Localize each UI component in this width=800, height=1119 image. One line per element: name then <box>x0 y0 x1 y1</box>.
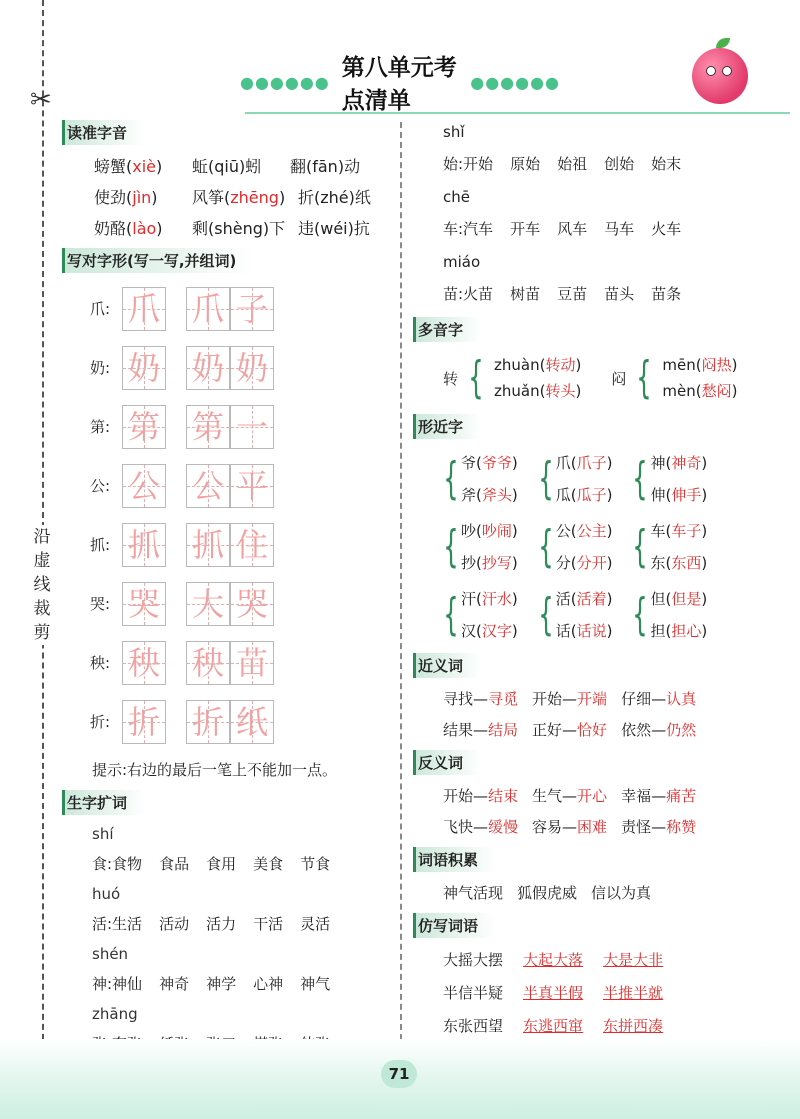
scissors-icon: ✂ <box>30 85 52 115</box>
section-heading-synonym: 近义词 <box>413 653 481 678</box>
answer-text: 转头 <box>545 382 576 400</box>
trace-box: 哭 <box>230 582 274 626</box>
answer-text: 开心 <box>577 787 608 805</box>
antonym-pair: 飞快—缓慢 <box>443 818 519 836</box>
expand-word: 始:开始 <box>443 155 494 173</box>
answer-text: lào <box>132 219 157 238</box>
accum-word: 信以为真 <box>591 884 652 902</box>
brace-icon: { <box>468 352 484 403</box>
similar-group <box>536 447 613 511</box>
read-row <box>62 182 382 213</box>
brace-icon: { <box>443 521 459 572</box>
similar-group <box>441 515 518 579</box>
poly-line: mēn(闷热) <box>662 356 738 374</box>
brace-icon: { <box>636 352 653 403</box>
poly-char: 转 <box>443 369 459 388</box>
similar-line: 话(话说) <box>555 622 613 640</box>
answer-text: 爪子 <box>576 454 607 472</box>
write-row <box>90 456 382 515</box>
synonym-row <box>413 684 793 715</box>
similar-pair <box>461 583 518 647</box>
expand-word: 始祖 <box>557 155 588 173</box>
antonym-pair: 生气—开心 <box>532 787 608 805</box>
expand-word: 食用 <box>206 855 237 873</box>
poly-line: mèn(愁闷) <box>662 382 738 400</box>
write-label: 哭: <box>90 595 111 613</box>
expand-pinyin: miáo <box>443 253 481 271</box>
answer-text: 爷爷 <box>481 454 512 472</box>
answer-text: 但是 <box>671 590 702 608</box>
antonym-rows <box>413 781 793 843</box>
expand-word: 神:神仙 <box>92 975 143 993</box>
similar-line: 吵(吵闹) <box>461 522 518 540</box>
write-label: 奶: <box>90 359 111 377</box>
trace-box: 哭 <box>122 582 166 626</box>
brace-icon: { <box>538 521 554 572</box>
similar-line: 神(神奇) <box>650 454 708 472</box>
similar-row <box>441 515 793 579</box>
read-item: 使劲(jìn) <box>94 188 158 207</box>
synonym-rows <box>413 684 793 746</box>
read-item: 折(zhé)纸 <box>298 188 371 207</box>
read-rows <box>62 151 382 244</box>
read-item: 剩(shèng)下 <box>192 219 286 238</box>
imitate-example: 大摇大摆 <box>443 951 504 969</box>
similar-rows <box>413 447 793 647</box>
expand-pinyin: chē <box>443 188 470 206</box>
section-heading-poly: 多音字 <box>413 317 481 342</box>
write-tip: 提示:右边的最后一笔上不能加一点。 <box>92 761 338 779</box>
trace-box: 秧 <box>186 641 230 685</box>
answer-text: 闷热 <box>701 356 732 374</box>
synonym-pair: 仔细—认真 <box>621 690 697 708</box>
imitate-answer: 半真半假 <box>523 984 584 1002</box>
read-item: 蚯(qiū)蚓 <box>192 157 262 176</box>
expand-words <box>62 848 382 881</box>
expand-word: 原始 <box>510 155 541 173</box>
imitate-answer: 东拼西凑 <box>603 1017 664 1035</box>
trace-box: 苗 <box>230 641 274 685</box>
expand-pinyin: zhāng <box>92 1005 138 1023</box>
left-column <box>62 118 382 1061</box>
answer-text: 车子 <box>671 522 702 540</box>
similar-line: 抄(抄写) <box>461 554 518 572</box>
trace-box: 折 <box>186 700 230 744</box>
similar-group <box>536 583 613 647</box>
similar-pair <box>650 447 707 511</box>
expand-words <box>62 908 382 941</box>
right-column <box>413 118 793 1076</box>
expand-word: 风车 <box>557 220 588 238</box>
read-row <box>62 151 382 182</box>
expand-words <box>413 211 793 248</box>
accum-row <box>413 878 793 909</box>
answer-text: 担心 <box>671 622 702 640</box>
brace-icon: { <box>443 453 459 504</box>
read-item: 翻(fān)动 <box>290 157 361 176</box>
answer-text: 困难 <box>577 818 608 836</box>
synonym-pair: 开始—开端 <box>532 690 608 708</box>
read-item: 奶酪(lào) <box>94 219 163 238</box>
section-heading-write: 写对字形(写一写,并组词) <box>62 248 254 273</box>
write-label: 第: <box>90 418 111 436</box>
trace-box: 公 <box>122 464 166 508</box>
similar-group <box>536 515 613 579</box>
page-title: 第八单元考点清单 <box>341 55 457 114</box>
similar-pair <box>650 583 707 647</box>
expand-words <box>62 968 382 1001</box>
similar-line: 担(担心) <box>650 622 708 640</box>
imitate-row <box>413 977 793 1010</box>
synonym-pair: 结果—结局 <box>443 721 519 739</box>
trace-box: 秧 <box>122 641 166 685</box>
expand-word: 神气 <box>300 975 331 993</box>
expand-word: 干活 <box>253 915 284 933</box>
trace-box: 子 <box>230 287 274 331</box>
similar-line: 活(活着) <box>555 590 613 608</box>
title-row <box>240 55 560 114</box>
similar-group <box>441 583 518 647</box>
trace-box: 一 <box>230 405 274 449</box>
expand-word: 树苗 <box>510 285 541 303</box>
answer-text: xiè <box>132 157 157 176</box>
antonym-pair: 开始—结束 <box>443 787 519 805</box>
expand-word: 食:食物 <box>92 855 143 873</box>
expand-word: 节食 <box>300 855 331 873</box>
write-label: 抓: <box>90 536 111 554</box>
answer-text: 分开 <box>576 554 607 572</box>
apple-mascot-icon <box>692 48 748 104</box>
expand-word: 活动 <box>159 915 190 933</box>
expand-word: 苗条 <box>651 285 682 303</box>
expand-word: 心神 <box>253 975 284 993</box>
similar-pair <box>650 515 707 579</box>
poly-item <box>611 352 737 404</box>
title-rule <box>245 112 790 114</box>
expand-word: 创始 <box>604 155 635 173</box>
write-row <box>90 574 382 633</box>
similar-row <box>441 583 793 647</box>
similar-group <box>630 583 707 647</box>
similar-line: 分(分开) <box>555 554 613 572</box>
read-row <box>62 213 382 244</box>
similar-line: 车(车子) <box>650 522 708 540</box>
trace-box: 抓 <box>122 523 166 567</box>
column-divider <box>400 122 402 1040</box>
answer-text: 愁闷 <box>701 382 732 400</box>
answer-text: zhēng <box>230 188 279 207</box>
antonym-row <box>413 812 793 843</box>
answer-text: 结局 <box>488 721 519 739</box>
expand-word: 神学 <box>206 975 237 993</box>
imitate-answer: 大是大非 <box>603 951 664 969</box>
section-heading-similar: 形近字 <box>413 414 481 439</box>
section-heading-accum: 词语积累 <box>413 847 496 872</box>
similar-pair <box>461 447 518 511</box>
answer-text: 东西 <box>671 554 702 572</box>
title-dots-left: ●●●●●● <box>240 72 330 92</box>
answer-text: 恰好 <box>577 721 608 739</box>
trace-box: 折 <box>122 700 166 744</box>
answer-text: 话说 <box>576 622 607 640</box>
similar-line: 瓜(瓜子) <box>555 486 613 504</box>
expand-word: 灵活 <box>300 915 331 933</box>
expand-word: 活力 <box>206 915 237 933</box>
expand-groups-right <box>413 118 793 313</box>
expand-word: 豆苗 <box>557 285 588 303</box>
page-number: 71 <box>381 1060 417 1088</box>
answer-text: 公主 <box>576 522 607 540</box>
write-label: 折: <box>90 713 111 731</box>
title-dots-right: ●●●●●● <box>470 72 560 92</box>
answer-text: 斧头 <box>481 486 512 504</box>
similar-group <box>630 515 707 579</box>
answer-text: 吵闹 <box>481 522 512 540</box>
similar-line: 伸(伸手) <box>650 486 708 504</box>
trace-box: 抓 <box>186 523 230 567</box>
trace-box: 大 <box>186 582 230 626</box>
write-rows <box>62 279 382 751</box>
eye-icon <box>706 66 716 76</box>
answer-text: 瓜子 <box>576 486 607 504</box>
answer-text: 寻觅 <box>488 690 519 708</box>
trace-box: 第 <box>122 405 166 449</box>
imitate-row <box>413 944 793 977</box>
expand-words <box>413 276 793 313</box>
expand-word: 车:汽车 <box>443 220 494 238</box>
answer-text: 痛苦 <box>666 787 697 805</box>
expand-word: 活:生活 <box>92 915 143 933</box>
expand-words <box>413 146 793 183</box>
section-heading-imitate: 仿写词语 <box>413 913 496 938</box>
trace-box: 第 <box>186 405 230 449</box>
poly-char: 闷 <box>611 369 627 388</box>
similar-line: 爷(爷爷) <box>461 454 518 472</box>
trace-box: 爪 <box>186 287 230 331</box>
accum-word: 神气活现 <box>443 884 504 902</box>
trace-box: 奶 <box>186 346 230 390</box>
read-item: 螃蟹(xiè) <box>94 157 163 176</box>
similar-line: 汉(汉字) <box>461 622 518 640</box>
poly-line: zhuǎn(转头) <box>494 382 582 400</box>
brace-icon: { <box>538 589 554 640</box>
similar-line: 东(东西) <box>650 554 708 572</box>
imitate-example: 半信半疑 <box>443 984 504 1002</box>
brace-icon: { <box>443 589 459 640</box>
answer-text: 称赞 <box>666 818 697 836</box>
similar-pair <box>556 447 613 511</box>
answer-text: 神奇 <box>671 454 702 472</box>
expand-word: 神奇 <box>159 975 190 993</box>
trace-box: 住 <box>230 523 274 567</box>
answer-text: 伸手 <box>671 486 702 504</box>
expand-word: 马车 <box>604 220 635 238</box>
similar-pair <box>556 583 613 647</box>
similar-line: 爪(爪子) <box>555 454 613 472</box>
trace-box: 奶 <box>230 346 274 390</box>
poly-line: zhuàn(转动) <box>494 356 582 374</box>
expand-word: 始末 <box>651 155 682 173</box>
antonym-row <box>413 781 793 812</box>
write-row <box>90 692 382 751</box>
trace-box: 公 <box>186 464 230 508</box>
synonym-pair: 正好—恰好 <box>532 721 608 739</box>
expand-pinyin: shǐ <box>443 123 465 141</box>
answer-text: 转动 <box>545 356 576 374</box>
cut-label: 沿虚线裁剪 <box>30 525 54 645</box>
write-label: 秧: <box>90 654 111 672</box>
write-row <box>90 397 382 456</box>
imitate-answer: 半推半就 <box>603 984 664 1002</box>
antonym-pair: 幸福—痛苦 <box>621 787 697 805</box>
read-item: 风筝(zhēng) <box>192 188 286 207</box>
expand-pinyin: shén <box>92 945 129 963</box>
expand-word: 火车 <box>651 220 682 238</box>
poly-pair <box>662 352 737 404</box>
antonym-pair: 责怪—称赞 <box>621 818 697 836</box>
brace-icon: { <box>632 589 649 640</box>
answer-text: 仍然 <box>666 721 697 739</box>
answer-text: 缓慢 <box>488 818 519 836</box>
similar-line: 但(但是) <box>650 590 708 608</box>
answer-text: 结束 <box>488 787 519 805</box>
similar-pair <box>556 515 613 579</box>
answer-text: 汗水 <box>481 590 512 608</box>
synonym-pair: 寻找—寻觅 <box>443 690 519 708</box>
write-row <box>90 338 382 397</box>
synonym-row <box>413 715 793 746</box>
antonym-pair: 容易—困难 <box>532 818 608 836</box>
expand-word: 食品 <box>159 855 190 873</box>
write-row <box>90 279 382 338</box>
answer-text: 认真 <box>666 690 697 708</box>
write-label: 公: <box>90 477 111 495</box>
expand-word: 苗:火苗 <box>443 285 494 303</box>
answer-text: 活着 <box>576 590 607 608</box>
eye-icon <box>722 66 732 76</box>
similar-line: 斧(斧头) <box>461 486 518 504</box>
write-row <box>90 633 382 692</box>
trace-box: 爪 <box>122 287 166 331</box>
write-row <box>90 515 382 574</box>
leaf-icon <box>716 38 730 48</box>
similar-line: 公(公主) <box>555 522 613 540</box>
imitate-answer: 大起大落 <box>523 951 584 969</box>
imitate-example: 东张西望 <box>443 1017 504 1035</box>
similar-line: 汗(汗水) <box>461 590 518 608</box>
expand-word: 苗头 <box>604 285 635 303</box>
trace-box: 纸 <box>230 700 274 744</box>
expand-pinyin: shí <box>92 825 114 843</box>
similar-pair <box>461 515 518 579</box>
trace-box: 奶 <box>122 346 166 390</box>
expand-pinyin: huó <box>92 885 121 903</box>
poly-item <box>443 352 581 404</box>
similar-group <box>630 447 707 511</box>
poly-items <box>413 348 793 412</box>
read-item: 违(wéi)抗 <box>298 219 370 238</box>
expand-groups-left <box>62 821 382 1061</box>
answer-text: 抄写 <box>481 554 512 572</box>
write-label: 爪: <box>90 300 111 318</box>
section-heading-expand: 生字扩词 <box>62 790 145 815</box>
accum-word: 狐假虎威 <box>517 884 578 902</box>
answer-text: jìn <box>132 188 152 207</box>
section-heading-read: 读准字音 <box>62 120 145 145</box>
brace-icon: { <box>538 453 554 504</box>
similar-row <box>441 447 793 511</box>
poly-pair <box>494 352 581 404</box>
brace-icon: { <box>632 521 649 572</box>
brace-icon: { <box>632 453 649 504</box>
similar-group <box>441 447 518 511</box>
section-heading-antonym: 反义词 <box>413 750 481 775</box>
answer-text: 汉字 <box>481 622 512 640</box>
expand-word: 开车 <box>510 220 541 238</box>
answer-text: 开端 <box>577 690 608 708</box>
trace-box: 平 <box>230 464 274 508</box>
expand-word: 美食 <box>253 855 284 873</box>
imitate-answer: 东逃西窜 <box>523 1017 584 1035</box>
synonym-pair: 依然—仍然 <box>621 721 697 739</box>
